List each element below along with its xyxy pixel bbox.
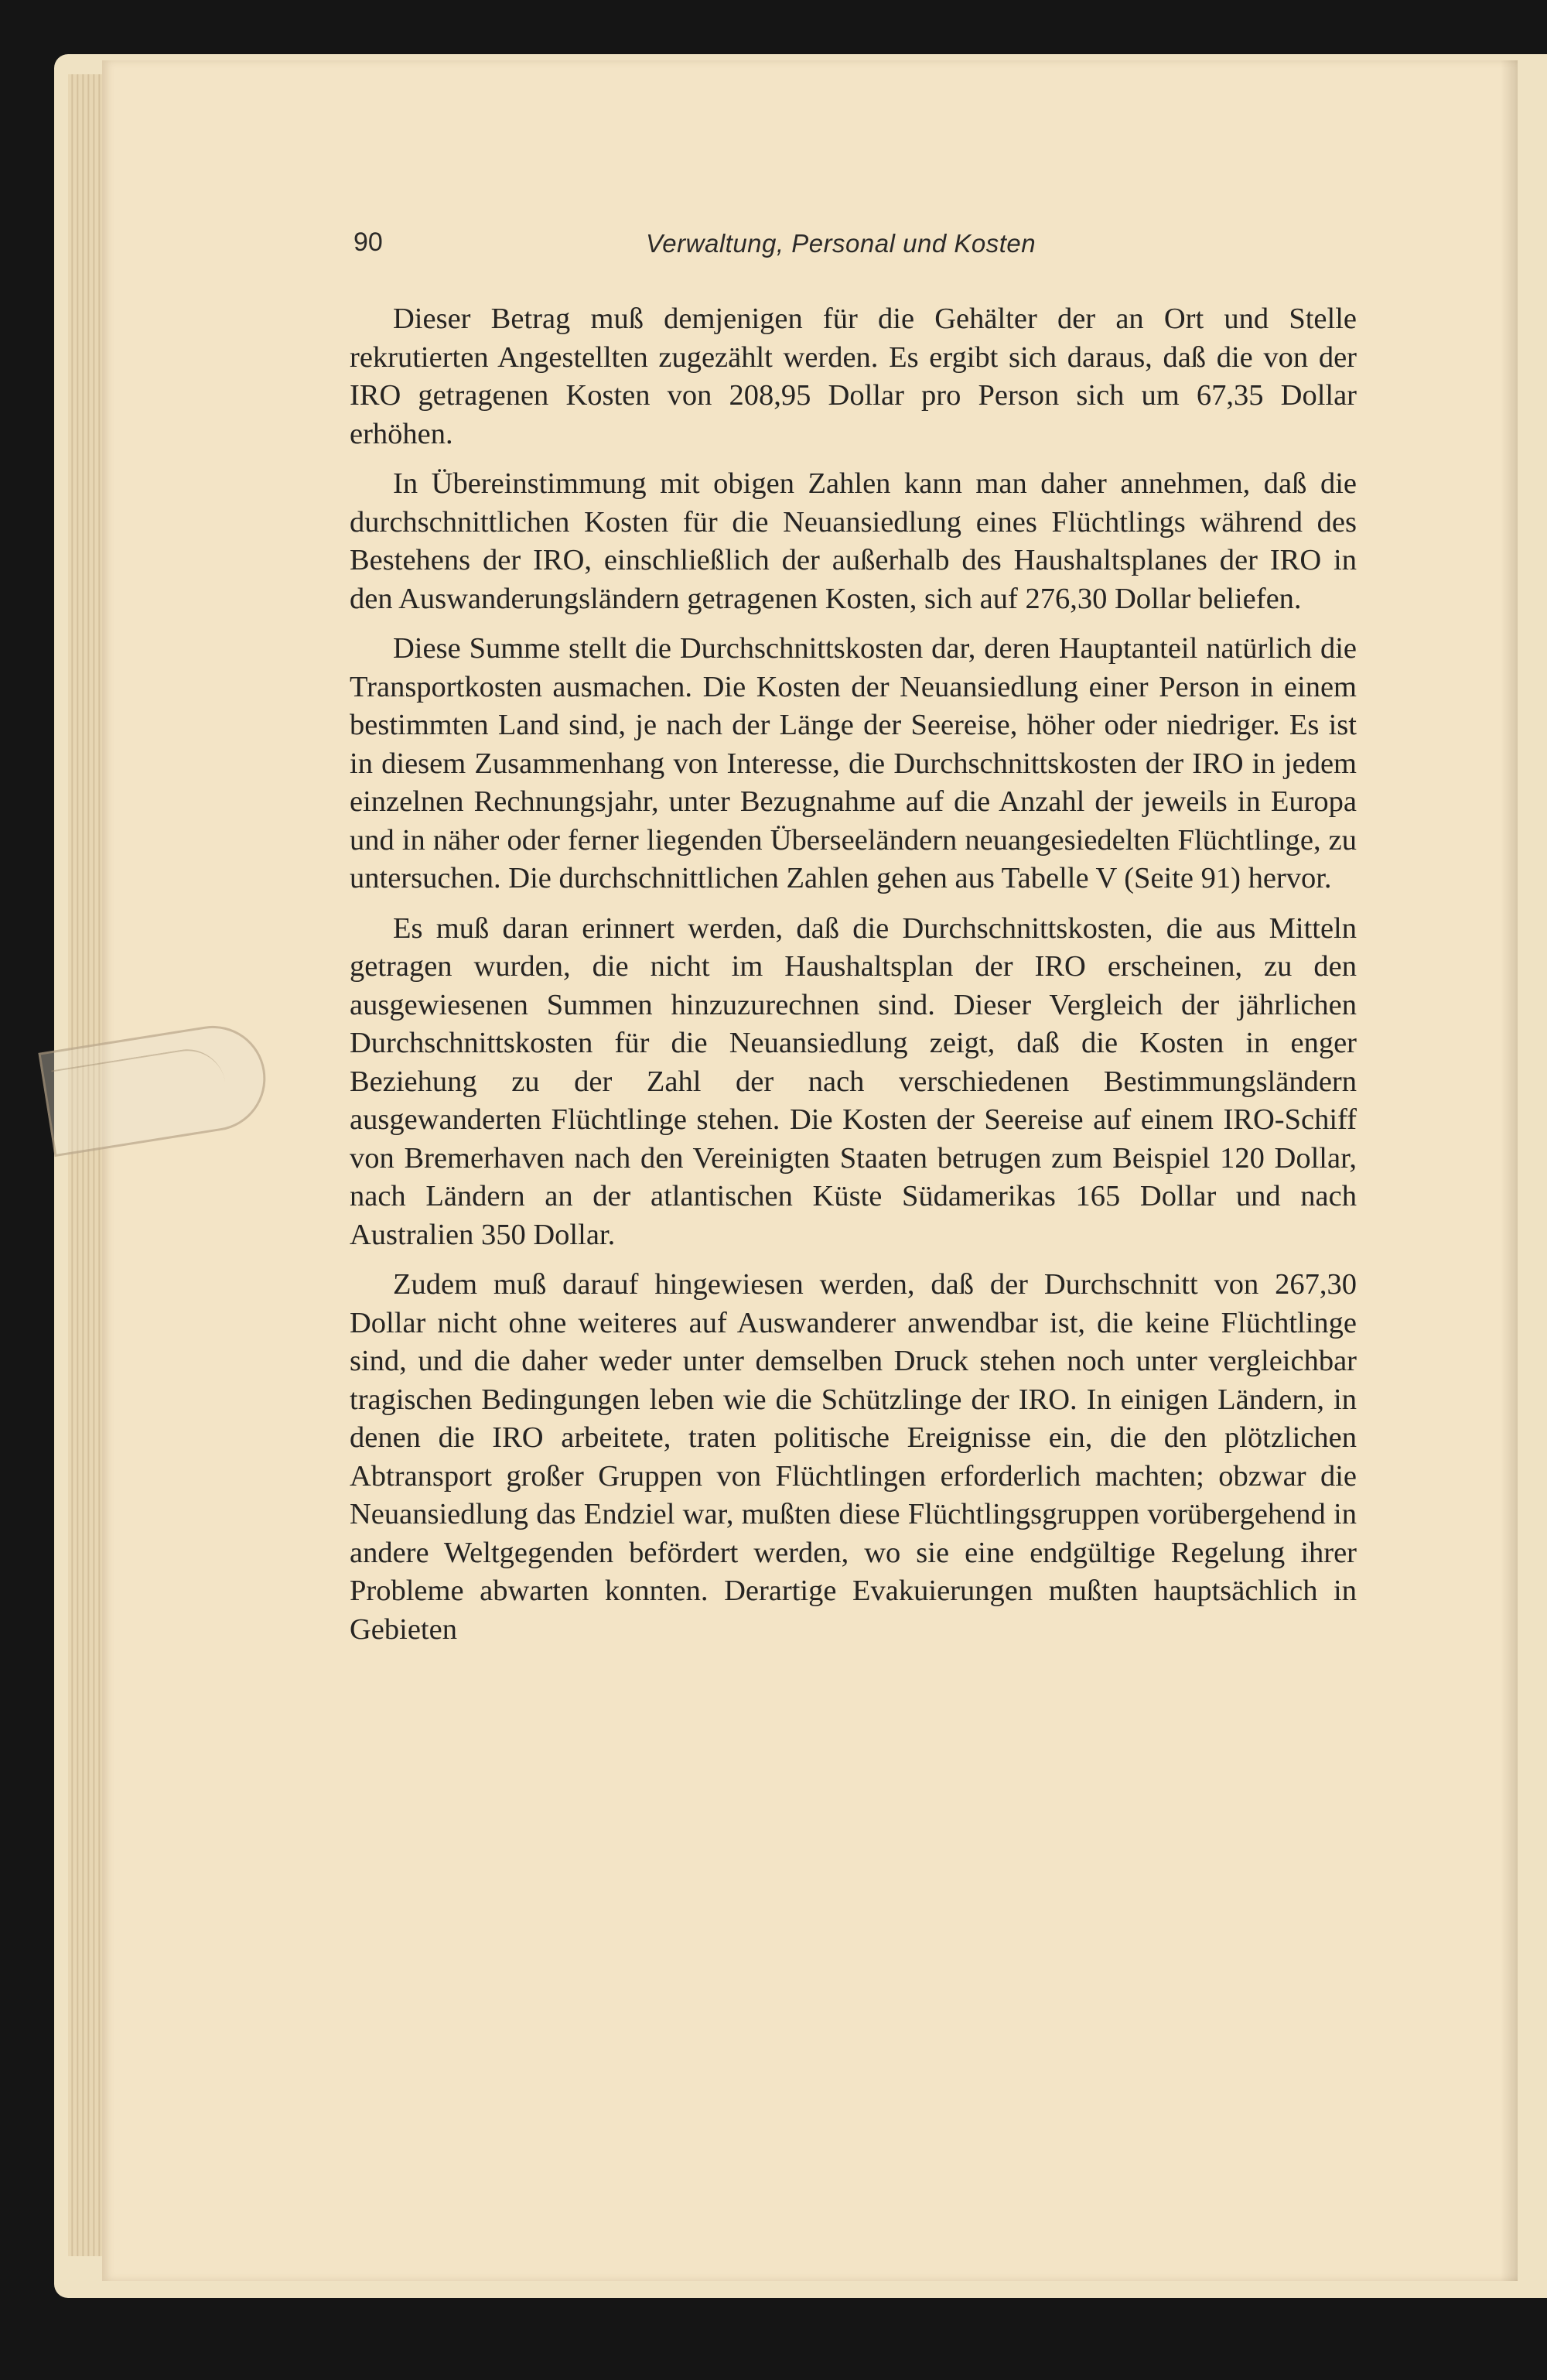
paragraph: Dieser Betrag muß demjenigen für die Gehälter der an Ort und Stelle rekrutierten Angestellten zugezählt werden. Es ergibt sich daraus, daß die von der IRO getragenen Kosten von 208,95 Dollar pro Person sich um 67,35 Dollar erhöhen.: [350, 303, 1357, 450]
body-text: [350, 300, 1357, 1660]
running-head: [353, 227, 1359, 266]
paragraph: In Übereinstimmung mit obigen Zahlen kann man daher annehmen, daß die durchschnittlichen Kosten für die Neuansiedlung eines Flüchtlings während des Bestehens der IRO, einschließlich der außerhalb des Haushaltsplanes der IRO in den Auswanderungsländern getragenen Kosten, sich auf 276,30 Dollar beliefen.: [350, 467, 1357, 615]
page-gutter-shadow: [1501, 60, 1518, 2281]
paragraph: Es muß daran erinnert werden, daß die Durchschnittskosten, die aus Mitteln getragen wurden, die nicht im Haushaltsplan der IRO erscheinen, zu den ausgewiesenen Summen hinzuzurechnen sind. Dieser Vergleich der jährlichen Durchschnittskosten für die Neuansiedlung zeigt, daß die Kosten in enger Beziehung zu der Zahl der nach verschiedenen Bestimmungsländern ausgewanderten Flüchtlinge stehen. Die Kosten der Seereise auf einem IRO-Schiff von Bremerhaven nach den Vereinigten Staaten betrugen zum Beispiel 120 Dollar, nach Ländern an der atlantischen Küste Südamerikas 165 Dollar und nach Australien 350 Dollar.: [350, 911, 1357, 1251]
paragraph: Zudem muß darauf hingewiesen werden, daß der Durchschnitt von 267,30 Dollar nicht ohne weiteres auf Auswanderer anwendbar ist, die keine Flüchtlinge sind, und die daher weder unter demselben Druck stehen noch unter vergleichbar tragischen Bedingungen leben wie die Schützlinge der IRO. In einigen Ländern, in denen die IRO arbeitete, traten politische Ereignisse ein, die den plötzlichen Abtransport großer Gruppen von Flüchtlingen erforderlich machten; obzwar die Neuansiedlung das Endziel war, mußten diese Flüchtlingsgruppen vorübergehend in andere Weltgegenden befördert werden, wo sie eine endgültige Regelung ihrer Probleme abwarten konnten. Derartige Evakuierungen mußten hauptsächlich in Gebieten: [350, 1268, 1357, 1646]
paragraph: Diese Summe stellt die Durchschnittskosten dar, deren Hauptanteil natürlich die Transportkosten ausmachen. Die Kosten der Neuansiedlung einer Person in einem bestimmten Land sind, je nach der Länge der Seereise, höher oder niedriger. Es ist in diesem Zusammenhang von Interesse, die Durchschnittskosten der IRO in jedem einzelnen Rechnungsjahr, unter Bezugnahme auf die Anzahl der jeweils in Europa und in näher oder ferner liegenden Überseeländern neuangesiedelten Flüchtlinge, zu untersuchen. Die durchschnittlichen Zahlen gehen aus Tabelle V (Seite 91) hervor.: [350, 632, 1357, 894]
page-number: 90: [353, 227, 383, 257]
bookmark-clip-fold: [51, 1044, 228, 1126]
running-title: Verwaltung, Personal und Kosten: [646, 229, 1036, 258]
